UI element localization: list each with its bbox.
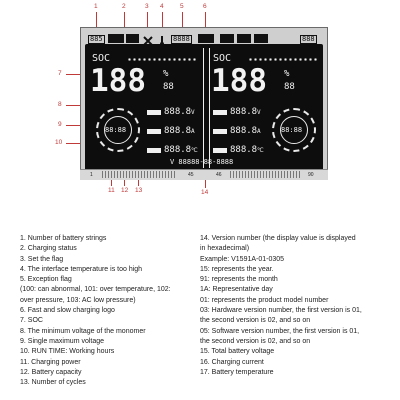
callout-10: 10	[55, 139, 63, 146]
legend-left-line: 5. Exception flag	[20, 276, 72, 284]
version-number: V 88888-88-8888	[170, 158, 234, 166]
left-current: 888.8	[164, 126, 192, 136]
callout-2: 2	[122, 3, 126, 10]
left-soc-dots	[127, 58, 197, 61]
right-temp-icon	[213, 148, 227, 153]
right-total-voltage-unit: V	[257, 109, 261, 116]
legend-right-line: 1A: Representative day	[200, 286, 273, 294]
callout-3: 3	[145, 3, 149, 10]
status-icon-right-2	[237, 34, 251, 43]
legend-left-line: over pressure, 103: AC low pressure)	[20, 296, 136, 304]
legend-right-line: 03: Hardware version number, the first version is 01,	[200, 307, 362, 315]
legend-right-line: 05: Software version number, the first version is 01,	[200, 327, 360, 335]
legend-right-line: 17. Battery temperature	[200, 368, 274, 376]
legend-right-line: in hexadecimal)	[200, 245, 250, 253]
legend-left-line: 2. Charging status	[20, 245, 77, 253]
callout-14: 14	[201, 189, 209, 196]
legend-right-line: 15. Total battery voltage	[200, 348, 275, 356]
progress-scale-strip	[80, 169, 328, 180]
legend-right-line: the second version is 02, and so on	[200, 337, 311, 345]
legend-left-line: 8. The minimum voltage of the monomer	[20, 327, 146, 335]
temperature-warning-icon	[158, 33, 166, 43]
right-current: 888.8	[230, 126, 258, 136]
left-runtime-value: 88:88	[105, 126, 127, 134]
callout-6: 6	[203, 3, 207, 10]
left-temp-icon	[147, 148, 161, 153]
legend-left-line: 10. RUN TIME: Working hours	[20, 348, 115, 356]
legend-left	[20, 234, 171, 388]
callout-13: 13	[135, 187, 143, 194]
right-total-voltage-icon	[213, 110, 227, 115]
exception-flag-display: 8888	[173, 35, 190, 43]
callout-1: 1	[94, 3, 98, 10]
callout-8: 8	[58, 101, 62, 108]
left-total-voltage: 888.8	[164, 107, 192, 117]
legend-left-line: 9. Single maximum voltage	[20, 337, 105, 345]
legend-left-line: 6. Fast and slow charging logo	[20, 307, 115, 315]
scale-label-45: 45	[188, 172, 194, 178]
left-soc-decimal: 88	[163, 82, 174, 92]
legend-right	[200, 234, 362, 378]
callout-11: 11	[108, 187, 115, 194]
scale-hatch-left	[102, 171, 176, 178]
scale-label-90: 90	[308, 172, 314, 178]
right-percent-sign: %	[284, 69, 290, 79]
legend-right-line: 91: represents the month	[200, 276, 278, 284]
left-temperature: 888.8	[164, 145, 192, 155]
left-total-voltage-icon	[147, 110, 161, 115]
legend-left-line: 12. Battery capacity	[20, 368, 82, 376]
charging-status-icon-2	[126, 34, 139, 43]
battery-strings-display: 885	[90, 35, 103, 43]
legend-right-line: 14. Version number (the display value is displayed	[200, 235, 356, 242]
status-icon-right-1	[220, 34, 234, 43]
legend-left-line: 11. Charging power	[20, 358, 81, 366]
legend-right-line: 15: represents the year.	[200, 265, 274, 273]
fast-slow-charge-logo	[198, 34, 214, 43]
right-runtime-value: 88:88	[281, 126, 303, 134]
charging-status-icon	[108, 34, 124, 43]
top-right-888-display: 888	[302, 35, 315, 43]
left-soc-value: 188	[90, 63, 146, 99]
legend-left-line: 4. The interface temperature is too high	[20, 265, 143, 273]
right-total-voltage: 888.8	[230, 107, 258, 117]
callout-12: 12	[121, 187, 129, 194]
scale-label-46: 46	[216, 172, 222, 178]
status-icon-right-3	[254, 34, 268, 43]
right-temperature-unit: ℃	[257, 147, 264, 154]
callout-9: 9	[58, 121, 62, 128]
legend-left-line: 3. Set the flag	[20, 255, 64, 263]
center-divider	[203, 48, 204, 168]
settings-flag-icon	[143, 33, 153, 43]
right-soc-label: SOC	[213, 53, 232, 64]
right-temperature: 888.8	[230, 145, 258, 155]
right-soc-value: 188	[211, 63, 267, 99]
left-percent-sign: %	[163, 69, 169, 79]
legend-left-line: 1. Number of battery strings	[20, 235, 107, 242]
left-soc-label: SOC	[92, 53, 111, 64]
left-current-unit: A	[191, 128, 195, 135]
callout-7: 7	[58, 70, 62, 77]
right-soc-dots	[248, 58, 318, 61]
legend-right-line: 01: represents the product model number	[200, 296, 329, 304]
left-temperature-unit: ℃	[191, 147, 198, 154]
right-current-icon	[213, 129, 227, 134]
right-current-unit: A	[257, 128, 261, 135]
scale-hatch-right	[230, 171, 300, 178]
center-divider-2	[209, 48, 210, 168]
legend-left-line: (100: can abnormal, 101: over temperature, 102:	[20, 286, 171, 294]
legend-right-line: the second version is 02, and so on	[200, 317, 311, 325]
left-current-icon	[147, 129, 161, 134]
right-soc-decimal: 88	[284, 82, 295, 92]
legend-right-line: Example: V1591A-01-0305	[200, 255, 285, 263]
left-total-voltage-unit: V	[191, 109, 195, 116]
legend-right-line: 16. Charging current	[200, 358, 264, 366]
legend-left-line: 13. Number of cycles	[20, 379, 86, 387]
scale-label-1: 1	[90, 172, 93, 178]
callout-5: 5	[180, 3, 184, 10]
legend-left-line: 7. SOC	[20, 317, 43, 325]
callout-4: 4	[160, 3, 164, 10]
